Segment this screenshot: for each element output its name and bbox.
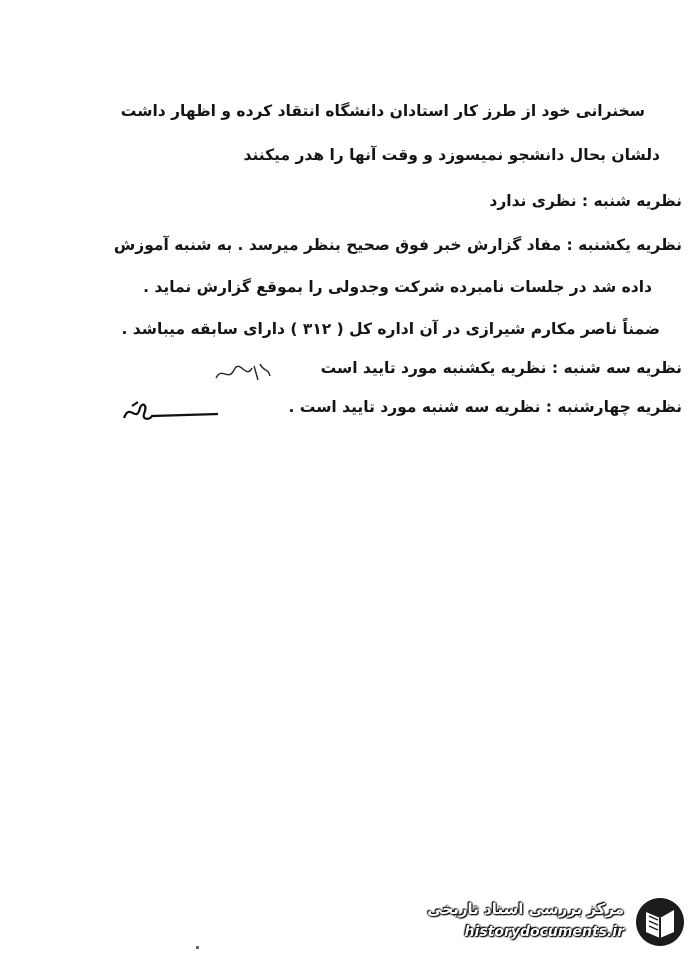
text-line-6: ضمناً ناصر مکارم شیرازی در آن اداره کل ( ۳۱۲ ) دارای سابقه میباشد . bbox=[121, 320, 660, 338]
watermark-title: مرکز بررسی اسناد تاریخی bbox=[427, 900, 624, 918]
ink-speck bbox=[196, 946, 199, 949]
text-line-8: نظریه چهارشنبه : نظریه سه شنبه مورد تایید است . bbox=[288, 398, 682, 416]
handwritten-signature-1 bbox=[212, 360, 272, 386]
text-line-2: دلشان بحال دانشجو نمیسوزد و وقت آنها را هدر میکنند bbox=[243, 146, 660, 164]
text-line-5: داده شد در جلسات نامبرده شرکت وجدولی را بموقع گزارش نماید . bbox=[143, 278, 652, 296]
handwritten-signature-2 bbox=[122, 398, 222, 428]
watermark-url: historydocuments.ir bbox=[464, 924, 624, 940]
text-line-3: نظریه شنبه : نظری ندارد bbox=[489, 192, 682, 210]
text-line-7: نظریه سه شنبه : نظریه یکشنبه مورد تایید است bbox=[320, 359, 682, 377]
archive-watermark bbox=[392, 894, 692, 952]
text-line-4: نظریه یکشنبه : مفاد گزارش خبر فوق صحیح بنظر میرسد . به شنبه آموزش bbox=[113, 236, 682, 254]
text-line-1: سخنرانی خود از طرز کار استادان دانشگاه انتقاد کرده و اظهار داشت bbox=[120, 102, 645, 120]
book-emblem-icon bbox=[634, 896, 686, 948]
